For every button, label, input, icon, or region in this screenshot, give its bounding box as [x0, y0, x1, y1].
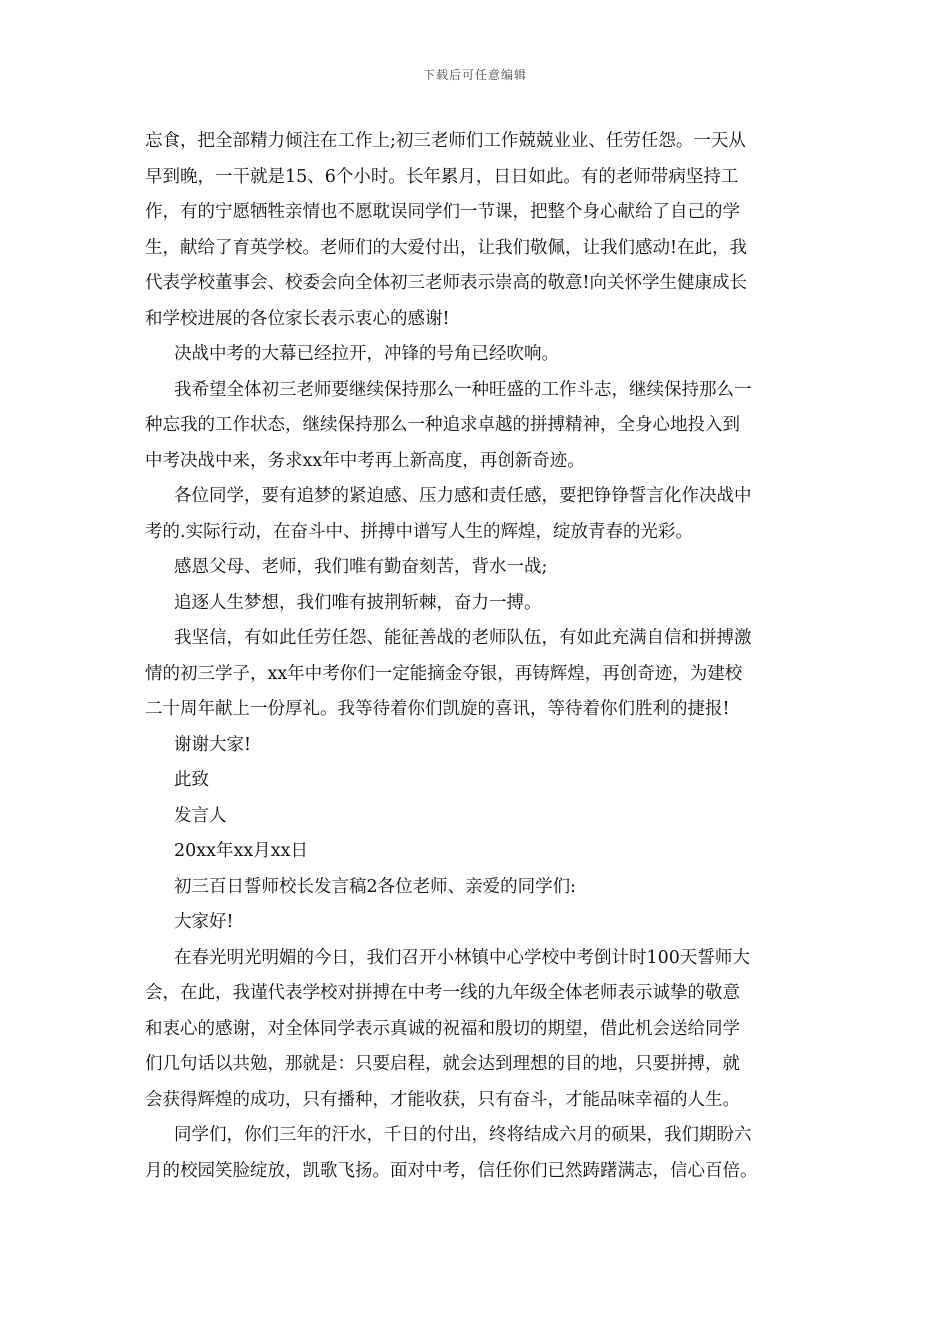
paragraph-line: 在春光明光明媚的今日，我们召开小林镇中心学校中考倒计时100天誓师大 [174, 947, 750, 968]
paragraph-line: 追逐人生梦想，我们唯有披荆斩棘，奋力一搏。 [174, 592, 542, 613]
section-title: 初三百日誓师校长发言稿2各位老师、亲爱的同学们: [174, 876, 577, 897]
text-line: 二十周年献上一份厚礼。我等待着你们凯旋的喜讯，等待着你们胜利的捷报! [145, 699, 730, 719]
text-line: 生，献给了育英学校。老师们的大爱付出，让我们敬佩，让我们感动!在此，我 [145, 237, 748, 258]
paragraph-line: 我希望全体初三老师要继续保持那么一种旺盛的工作斗志，继续保持那么一 [174, 379, 752, 400]
paragraph-line: 我坚信，有如此任劳任怨、能征善战的老师队伍，有如此充满自信和拼搏激 [174, 628, 752, 648]
paragraph-line: 同学们，你们三年的汗水，千日的付出，终将结成六月的硕果，我们期盼六 [174, 1125, 752, 1145]
text-line: 考的.实际行动，在奋斗中、拼搏中谱写人生的辉煌，绽放青春的光彩。 [145, 521, 694, 542]
text-line: 月的校园笑脸绽放，凯歌飞扬。面对中考，信任你们已然踌躇满志，信心百倍。 [145, 1160, 758, 1181]
closing-line: 此致 [174, 770, 209, 790]
text-line: 和学校进展的各位家长表示衷心的感谢! [145, 308, 450, 329]
date-line: 20xx年xx月xx日 [174, 841, 308, 861]
signature-line: 发言人 [174, 805, 227, 826]
text-line: 代表学校董事会、校委会向全体初三老师表示崇高的敬意!向关怀学生健康成长 [145, 273, 748, 293]
page-header: 下载后可任意编辑 [422, 68, 527, 82]
text-line: 种忘我的工作状态，继续保持那么一种追求卓越的拼搏精神，全身心地投入到 [145, 415, 740, 435]
text-line: 会获得辉煌的成功，只有播种，才能收获，只有奋斗，才能品味幸福的人生。 [145, 1089, 740, 1110]
text-line: 和衷心的感谢，对全体同学表示真诚的祝福和殷切的期望，借此机会送给同学 [145, 1018, 740, 1039]
paragraph-line: 感恩父母、老师，我们唯有勤奋刻苦，背水一战; [174, 557, 548, 577]
text-line: 会，在此，我谨代表学校对拼搏在中考一线的九年级全体老师表示诚挚的敬意 [145, 983, 740, 1003]
text-line: 忘食，把全部精力倾注在工作上;初三老师们工作兢兢业业、任劳任怨。一天从 [145, 131, 746, 151]
text-line: 们几句话以共勉，那就是：只要启程，就会达到理想的目的地，只要拼搏，就 [145, 1054, 740, 1074]
text-line: 作，有的宁愿牺牲亲情也不愿耽误同学们一节课，把整个身心献给了自己的学 [145, 202, 740, 222]
text-line: 中考决战中来，务求xx年中考再上新高度，再创新奇迹。 [145, 450, 585, 471]
document-body [145, 124, 821, 1189]
text-line: 情的初三学子，xx年中考你们一定能摘金夺银，再铸辉煌，再创奇迹，为建校 [145, 663, 743, 684]
paragraph-line: 各位同学，要有追梦的紧迫感、压力感和责任感，要把铮铮誓言化作决战中 [174, 486, 752, 506]
text-line: 早到晚，一干就是15、6个小时。长年累月，日日如此。有的老师带病坚持工 [145, 166, 739, 187]
greeting-line: 大家好! [174, 912, 234, 932]
closing-line: 谢谢大家! [174, 734, 252, 755]
paragraph-line: 决战中考的大幕已经拉开，冲锋的号角已经吹响。 [174, 344, 559, 364]
